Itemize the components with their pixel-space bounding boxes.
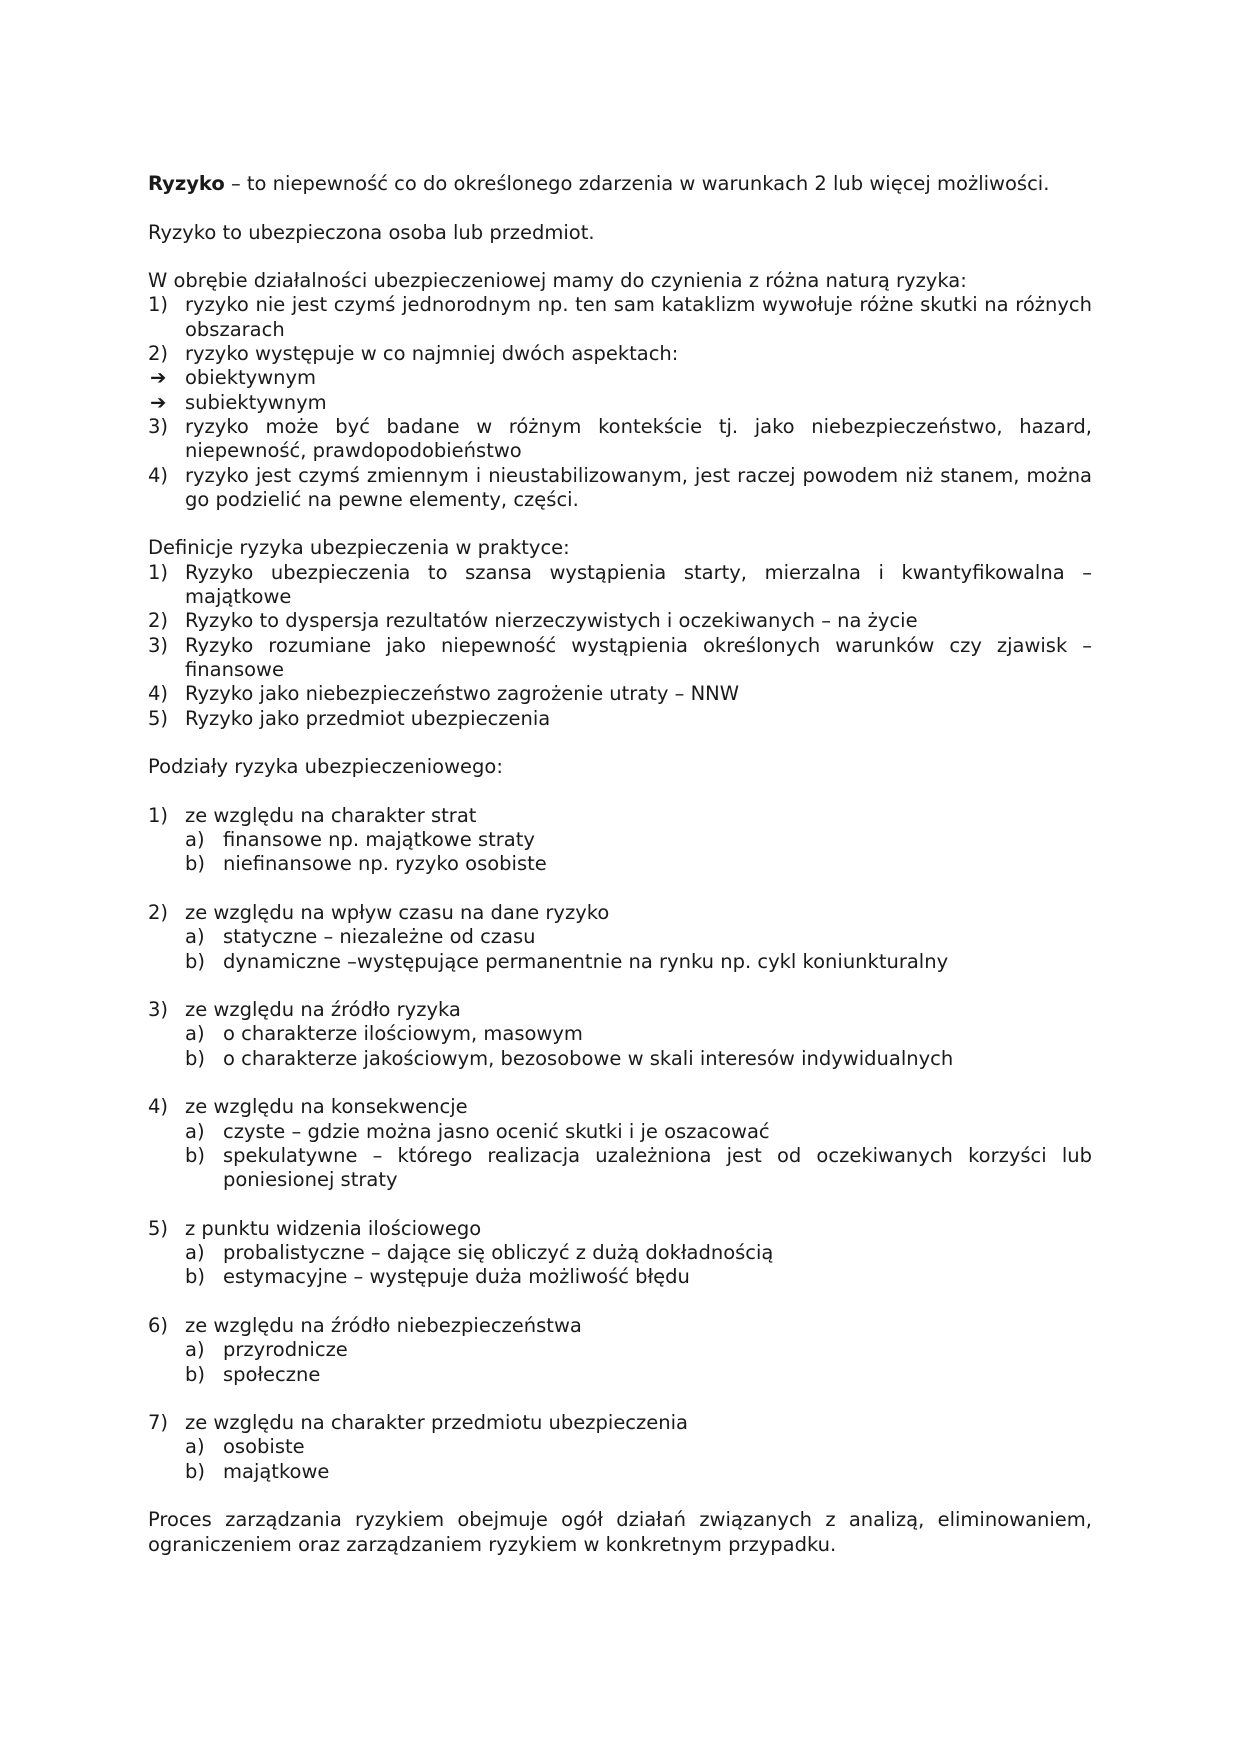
document-page xyxy=(148,172,1092,1557)
division-group-1-b: b) niefinansowe np. ryzyko osobiste xyxy=(185,852,547,876)
division-group-7-a: a) osobiste xyxy=(185,1435,305,1459)
division-group-4-title: 4) ze względu na konsekwencje xyxy=(148,1095,468,1119)
nature-heading: W obrębie działalności ubezpieczeniowej mamy do czynienia z różna naturą ryzyka: xyxy=(148,269,967,293)
nature-item-2: 2) ryzyko występuje w co najmniej dwóch aspektach: xyxy=(148,342,679,366)
arrow-right-icon: ➔ xyxy=(150,390,167,414)
division-group-2-title: 2) ze względu na wpływ czasu na dane ryzyko xyxy=(148,900,610,924)
closing-paragraph: Proces zarządzania ryzykiem obejmuje ogół działań związanych z analizą, eliminowaniem, ograniczeniem oraz zarządzaniem ryzykiem w konkretnym przypadku. xyxy=(148,1508,1092,1556)
definition-item-1: 1) Ryzyko ubezpieczenia to szansa wystąpienia starty, mierzalna i kwantyfikowalna – majątkowe xyxy=(148,560,1092,609)
intro-definition: – to niepewność co do określonego zdarzenia w warunkach 2 lub więcej możliwości. xyxy=(224,172,1050,195)
division-group-4-a: a) czyste – gdzie można jasno ocenić skutki i je oszacować xyxy=(185,1119,770,1143)
division-group-3-title: 3) ze względu na źródło ryzyka xyxy=(148,998,461,1022)
division-group-3-a: a) o charakterze ilościowym, masowym xyxy=(185,1022,583,1046)
division-group-6-title: 6) ze względu na źródło niebezpieczeństwa xyxy=(148,1313,582,1337)
division-group-6-a: a) przyrodnicze xyxy=(185,1338,348,1362)
division-group-1-title: 1) ze względu na charakter strat xyxy=(148,803,477,827)
intro-term: Ryzyko xyxy=(148,172,225,195)
definitions-heading: Definicje ryzyka ubezpieczenia w praktyce: xyxy=(148,536,570,560)
division-group-4-b: b) spekulatywne – którego realizacja uzależniona jest od oczekiwanych korzyści lub poniesionej straty xyxy=(185,1143,1092,1192)
division-group-6-b: b) społeczne xyxy=(185,1362,321,1386)
division-group-2-a: a) statyczne – niezależne od czasu xyxy=(185,925,536,949)
definition-item-2: 2) Ryzyko to dyspersja rezultatów nierzeczywistych i oczekiwanych – na życie xyxy=(148,609,918,633)
division-group-3-b: b) o charakterze jakościowym, bezosobowe w skali interesów indywidualnych xyxy=(185,1046,954,1070)
division-group-7-b: b) majątkowe xyxy=(185,1459,330,1483)
nature-item-4: 4) ryzyko jest czymś zmiennym i nieustabilizowanym, jest raczej powodem niż stanem, można go podzielić na pewne elementy, części. xyxy=(148,463,1092,511)
nature-item-3: 3) ryzyko może być badane w różnym kontekście tj. jako niebezpieczeństwo, hazard, niepewność, prawdopodobieństwo xyxy=(148,414,1092,463)
definition-item-4: 4) Ryzyko jako niebezpieczeństwo zagrożenie utraty – NNW xyxy=(148,682,740,706)
division-group-5-b: b) estymacyjne – występuje duża możliwość błędu xyxy=(185,1265,690,1289)
division-group-7-title: 7) ze względu na charakter przedmiotu ubezpieczenia xyxy=(148,1411,688,1435)
division-group-5-a: a) probalistyczne – dające się obliczyć z dużą dokładnością xyxy=(185,1241,774,1265)
division-group-1-a: a) finansowe np. majątkowe straty xyxy=(185,828,535,852)
definition-item-3: 3) Ryzyko rozumiane jako niepewność wystąpienia określonych warunków czy zjawisk – finansowe xyxy=(148,633,1092,681)
intro-paragraph xyxy=(148,172,1092,196)
arrow-right-icon: ➔ xyxy=(150,366,167,390)
object-sentence: Ryzyko to ubezpieczona osoba lub przedmiot. xyxy=(148,220,595,244)
aspect-item-2: ➔ subiektywnym xyxy=(150,390,327,414)
definition-item-5: 5) Ryzyko jako przedmiot ubezpieczenia xyxy=(148,706,551,730)
division-group-5-title: 5) z punktu widzenia ilościowego xyxy=(148,1216,482,1240)
aspect-item-1: ➔ obiektywnym xyxy=(150,366,317,390)
division-group-2-b: b) dynamiczne –występujące permanentnie na rynku np. cykl koniunkturalny xyxy=(185,949,949,973)
divisions-heading: Podziały ryzyka ubezpieczeniowego: xyxy=(148,755,503,779)
nature-item-1: 1) ryzyko nie jest czymś jednorodnym np. ten sam kataklizm wywołuje różne skutki na różnych obszarach xyxy=(148,293,1092,341)
